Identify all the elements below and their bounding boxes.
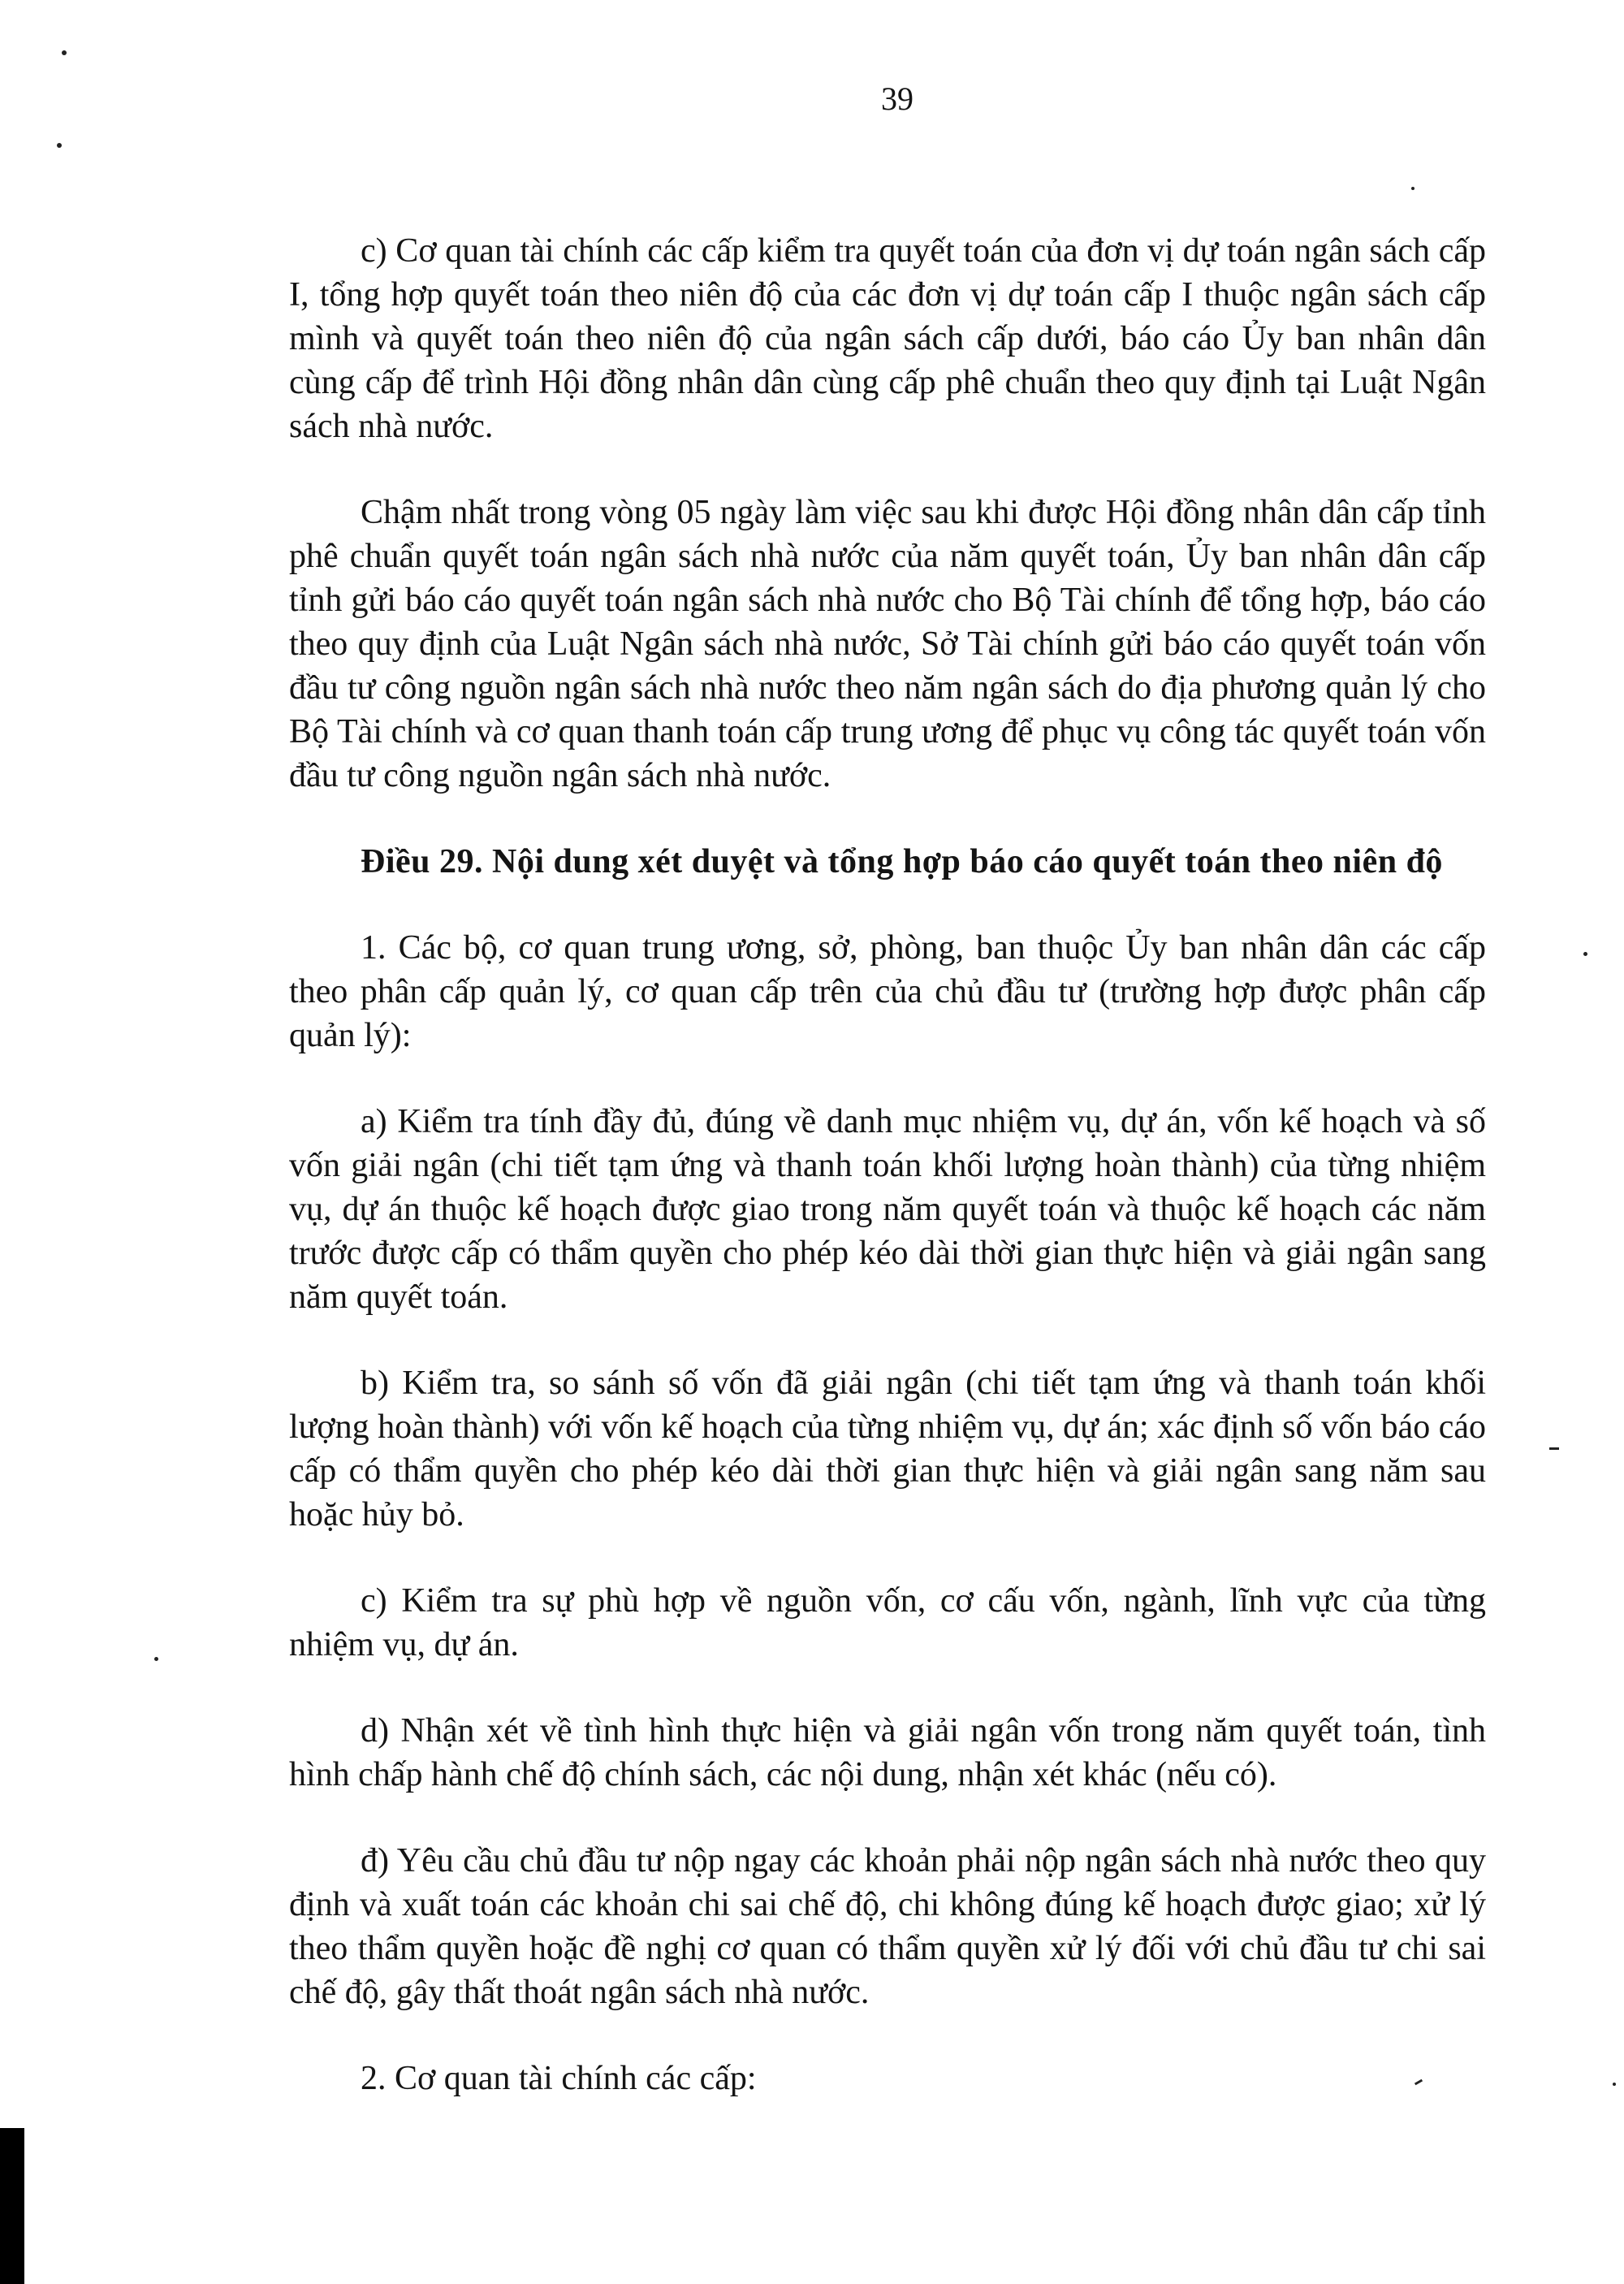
article-29-heading: Điều 29. Nội dung xét duyệt và tổng hợp báo cáo quyết toán theo niên độ <box>361 843 1443 880</box>
paragraph-item-1a: a) Kiểm tra tính đầy đủ, đúng về danh mục nhiệm vụ, dự án, vốn kế hoạch và số vốn giải ngân (chi tiết tạm ứng và thanh toán khối lượng hoàn thành) của từng nhiệm vụ, dự án thuộc kế hoạch được giao trong năm quyết toán và thuộc kế hoạch các năm trước được cấp có thẩm quyền cho phép kéo dài thời gian thực hiện và giải ngân sang năm quyết toán. <box>289 1103 1486 1316</box>
scan-speck <box>1613 2083 1616 2086</box>
scan-speck <box>1549 1447 1559 1450</box>
paragraph-deadline-report: Chậm nhất trong vòng 05 ngày làm việc sau khi được Hội đồng nhân dân cấp tỉnh phê chuẩn quyết toán ngân sách nhà nước của năm quyết toán, Ủy ban nhân dân cấp tỉnh gửi báo cáo quyết toán ngân sách nhà nước cho Bộ Tài chính để tổng hợp, báo cáo theo quy định của Luật Ngân sách nhà nước, Sở Tài chính gửi báo cáo quyết toán vốn đầu tư công nguồn ngân sách nhà nước theo năm ngân sách do địa phương quản lý cho Bộ Tài chính và cơ quan thanh toán cấp trung ương để phục vụ công tác quyết toán vốn đầu tư công nguồn ngân sách nhà nước. <box>289 494 1486 794</box>
scan-speck <box>62 50 67 55</box>
paragraph-item-2: 2. Cơ quan tài chính các cấp: <box>361 2060 757 2097</box>
document-body <box>289 229 1486 2143</box>
paragraph-item-1d: d) Nhận xét về tình hình thực hiện và giải ngân vốn trong năm quyết toán, tình hình chấp hành chế độ chính sách, các nội dung, nhận xét khác (nếu có). <box>289 1712 1486 1793</box>
scan-speck <box>57 143 62 148</box>
scan-speck <box>154 1657 158 1661</box>
scan-speck <box>1583 952 1587 956</box>
paragraph-item-1: 1. Các bộ, cơ quan trung ương, sở, phòng, ban thuộc Ủy ban nhân dân các cấp theo phân cấp quản lý, cơ quan cấp trên của chủ đầu tư (trường hợp được phân cấp quản lý): <box>289 929 1486 1054</box>
scan-speck <box>1411 187 1415 190</box>
paragraph-item-1b: b) Kiểm tra, so sánh số vốn đã giải ngân (chi tiết tạm ứng và thanh toán khối lượng hoàn thành) với vốn kế hoạch của từng nhiệm vụ, dự án; xác định số vốn báo cáo cấp có thẩm quyền cho phép kéo dài thời gian thực hiện và giải ngân sang năm sau hoặc hủy bỏ. <box>289 1365 1486 1533</box>
paragraph-c-finance-agencies: c) Cơ quan tài chính các cấp kiểm tra quyết toán của đơn vị dự toán ngân sách cấp I, tổng hợp quyết toán theo niên độ của các đơn vị dự toán cấp I thuộc ngân sách cấp mình và quyết toán theo niên độ của ngân sách cấp dưới, báo cáo Ủy ban nhân dân cùng cấp để trình Hội đồng nhân dân cùng cấp phê chuẩn theo quy định tại Luật Ngân sách nhà nước. <box>289 232 1486 445</box>
page-number: 39 <box>881 80 914 117</box>
paragraph-item-1c: c) Kiểm tra sự phù hợp về nguồn vốn, cơ cấu vốn, ngành, lĩnh vực của từng nhiệm vụ, dự án. <box>289 1582 1486 1663</box>
paragraph-item-1dd: đ) Yêu cầu chủ đầu tư nộp ngay các khoản phải nộp ngân sách nhà nước theo quy định và xuất toán các khoản chi sai chế độ, chi không đúng kế hoạch được giao; xử lý theo thẩm quyền hoặc đề nghị cơ quan có thẩm quyền xử lý đối với chủ đầu tư chi sai chế độ, gây thất thoát ngân sách nhà nước. <box>289 1842 1486 2011</box>
scan-edge-bar <box>0 2128 24 2284</box>
